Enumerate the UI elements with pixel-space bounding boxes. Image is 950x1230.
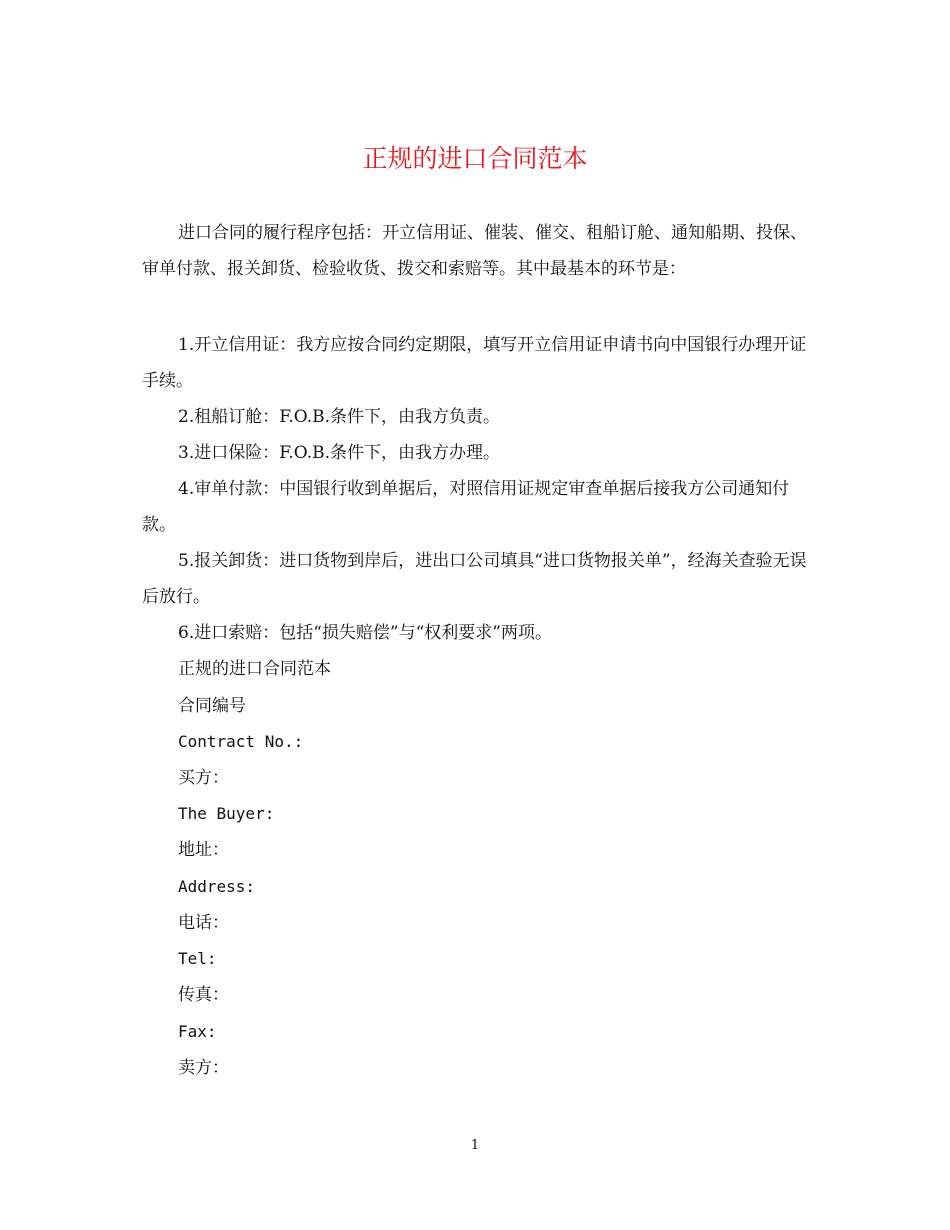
field-buyer-cn: 买方： [178,768,229,788]
field-fax-en: Fax: [178,1022,217,1041]
step-3: 3.进口保险：F.O.B.条件下，由我方办理。 [178,443,501,463]
step-6: 6.进口索赔：包括“损失赔偿”与“权利要求”两项。 [178,623,552,643]
field-address-en: Address: [178,877,256,896]
step-2: 2.租船订舱：F.O.B.条件下，由我方负责。 [178,407,501,427]
step-5: 5.报关卸货：进口货物到岸后，进出口公司填具“进口货物报关单”，经海关查验无误后放行。 [142,551,807,607]
field-tel-cn: 电话： [178,913,229,933]
field-contract-no-en: Contract No.: [178,732,304,751]
field-fax-cn: 传真： [178,985,229,1005]
field-buyer-en: The Buyer: [178,804,275,823]
form-heading: 正规的进口合同范本 [178,659,331,679]
field-seller-cn: 卖方： [178,1058,229,1078]
step-4: 4.审单付款：中国银行收到单据后，对照信用证规定审查单据后接我方公司通知付款。 [142,479,790,535]
page-number: 1 [470,1138,480,1153]
intro-paragraph: 进口合同的履行程序包括：开立信用证、催装、催交、租船订舱、通知船期、投保、审单付款、报关卸货、检验收货、拨交和索赔等。其中最基本的环节是： [142,223,807,279]
field-address-cn: 地址： [178,840,229,860]
step-1: 1.开立信用证：我方应按合同约定期限，填写开立信用证申请书向中国银行办理开证手续。 [142,335,807,391]
field-tel-en: Tel: [178,949,217,968]
field-contract-no-cn: 合同编号 [178,696,246,716]
document-title: 正规的进口合同范本 [362,144,588,173]
